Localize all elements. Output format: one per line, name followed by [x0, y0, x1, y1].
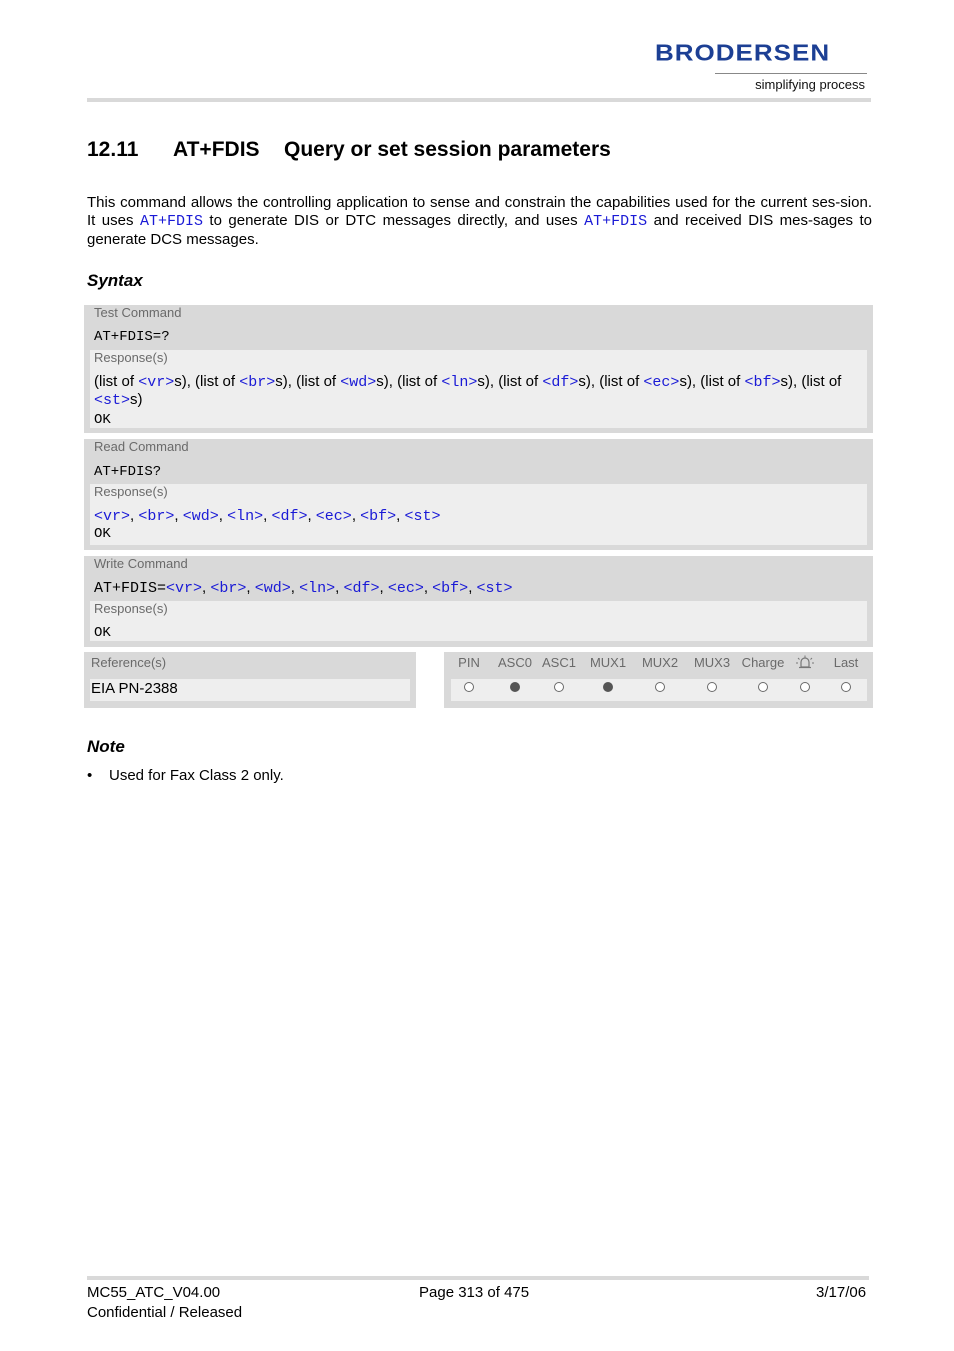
empty-circle-icon [464, 682, 474, 692]
section-number: 12.11 [87, 138, 139, 161]
param-separator: , [290, 579, 300, 596]
read-response-ok: OK [94, 526, 111, 542]
response-text: (list of [296, 373, 341, 390]
param-separator: , [335, 579, 344, 596]
param-link-vr[interactable]: <vr> [138, 374, 175, 391]
test-response-ok: OK [94, 412, 111, 428]
intro-link-fdis[interactable]: AT+FDIS [584, 213, 648, 230]
param-link-br[interactable]: <br> [239, 374, 276, 391]
intro-text: and received DIS mes-sages to generate DCS messages. [87, 212, 873, 248]
flag-header-mux3: MUX3 [693, 655, 731, 670]
flag-header-mux2: MUX2 [641, 655, 679, 670]
reference-value-box [90, 679, 410, 701]
note-heading: Note [87, 737, 125, 756]
reference-value: EIA PN-2388 [91, 680, 178, 697]
response-text: s) [130, 391, 143, 408]
empty-circle-icon [554, 682, 564, 692]
brand-name: BRODERSEN [655, 39, 831, 67]
footer-date: 3/17/06 [816, 1284, 867, 1301]
param-separator: , [202, 579, 211, 596]
response-text: (list of [599, 373, 644, 390]
footer-doc-id: MC55_ATC_V04.00 [87, 1284, 221, 1301]
availability-flags [444, 652, 873, 708]
param-link-bf[interactable]: <bf> [432, 580, 469, 597]
param-link-df[interactable]: <df> [343, 580, 380, 597]
response-text: (list of [498, 373, 543, 390]
bullet: • [87, 767, 93, 784]
footer-status: Confidential / Released [87, 1304, 243, 1321]
syntax-heading: Syntax [87, 271, 143, 290]
response-text: (list of [700, 373, 745, 390]
empty-circle-icon [800, 682, 810, 692]
read-command: AT+FDIS? [94, 464, 162, 480]
param-link-vr[interactable]: <vr> [166, 580, 203, 597]
section-title [87, 138, 611, 162]
param-link-ec[interactable]: <ec> [643, 374, 680, 391]
intro-paragraph [87, 194, 872, 249]
param-separator: , [307, 507, 316, 524]
intro-text: to generate DIS or DTC messages directly, and uses [202, 212, 585, 229]
response-text: (list of [801, 373, 842, 390]
param-link-st[interactable]: <st> [94, 392, 131, 409]
param-separator: , [423, 579, 433, 596]
param-link-ln[interactable]: <ln> [441, 374, 478, 391]
filled-circle-icon [603, 682, 613, 692]
response-text: s), [578, 373, 600, 390]
empty-circle-icon [707, 682, 717, 692]
response-text: s), [679, 373, 701, 390]
response-text: s), [376, 373, 398, 390]
read-command-block [84, 439, 873, 550]
write-command [94, 579, 859, 597]
write-command-prefix: AT+FDIS= [94, 580, 167, 597]
note-list [87, 767, 284, 785]
read-command-label: Read Command [94, 439, 189, 454]
param-link-bf[interactable]: <bf> [744, 374, 781, 391]
param-separator: , [218, 507, 228, 524]
footer-left [87, 1283, 242, 1323]
flag-header-asc1: ASC1 [542, 655, 576, 670]
response-text: s), [174, 373, 196, 390]
note-text: Used for Fax Class 2 only. [109, 767, 284, 784]
response-text: s), [780, 373, 802, 390]
intro-text: This command allows the controlling application to sense and constrain the capabilities used for the current ses-sion. It uses [87, 194, 872, 229]
param-link-br[interactable]: <br> [138, 508, 175, 525]
read-response-label: Response(s) [94, 484, 168, 499]
list-item [87, 767, 284, 785]
flag-header-asc0: ASC0 [498, 655, 532, 670]
write-response-box [90, 601, 867, 641]
brand-tagline: simplifying process [755, 77, 865, 92]
response-text: s), [477, 373, 499, 390]
test-response-box [90, 350, 867, 428]
response-text: (list of [94, 373, 139, 390]
intro-link-fdis[interactable]: AT+FDIS [139, 213, 203, 230]
power-icon [795, 655, 815, 675]
footer-rule [87, 1276, 869, 1280]
param-separator: , [468, 579, 477, 596]
response-text: (list of [195, 373, 240, 390]
param-link-df[interactable]: <df> [542, 374, 579, 391]
logo-divider [715, 73, 867, 74]
header-rule [87, 98, 871, 102]
param-separator: , [130, 507, 139, 524]
param-link-bf[interactable]: <bf> [360, 508, 397, 525]
flag-header-charge: Charge [741, 655, 785, 670]
param-separator: , [174, 507, 183, 524]
param-link-wd[interactable]: <wd> [254, 580, 291, 597]
footer-page: Page 313 of 475 [419, 1284, 530, 1301]
param-link-vr[interactable]: <vr> [94, 508, 131, 525]
test-command-label: Test Command [94, 305, 182, 320]
param-link-ec[interactable]: <ec> [387, 580, 424, 597]
param-link-wd[interactable]: <wd> [182, 508, 219, 525]
test-command-block [84, 305, 873, 433]
param-separator: , [246, 579, 255, 596]
brand-logo [655, 39, 867, 92]
test-command: AT+FDIS=? [94, 329, 170, 345]
param-separator: , [263, 507, 272, 524]
section-command: AT+FDIS [173, 138, 260, 161]
param-separator: , [396, 507, 405, 524]
read-response-box [90, 484, 867, 545]
param-link-wd[interactable]: <wd> [340, 374, 377, 391]
flag-header-last: Last [833, 655, 859, 670]
param-link-st[interactable]: <st> [404, 508, 441, 525]
empty-circle-icon [758, 682, 768, 692]
response-text: s), [275, 373, 297, 390]
flag-header-pin: PIN [458, 655, 480, 670]
reference-block [84, 652, 416, 708]
write-command-label: Write Command [94, 556, 188, 571]
write-command-block [84, 556, 873, 647]
response-text: (list of [397, 373, 442, 390]
filled-circle-icon [510, 682, 520, 692]
param-separator: , [351, 507, 361, 524]
param-link-st[interactable]: <st> [476, 580, 513, 597]
write-response-label: Response(s) [94, 601, 168, 616]
write-response-ok: OK [94, 625, 111, 641]
test-response-text [94, 373, 859, 409]
test-response-label: Response(s) [94, 350, 168, 365]
param-link-ln[interactable]: <ln> [227, 508, 264, 525]
reference-label: Reference(s) [91, 655, 167, 670]
empty-circle-icon [655, 682, 665, 692]
section-heading: Query or set session parameters [284, 138, 611, 161]
param-link-df[interactable]: <df> [271, 508, 308, 525]
empty-circle-icon [841, 682, 851, 692]
param-link-ln[interactable]: <ln> [299, 580, 336, 597]
flag-header-mux1: MUX1 [589, 655, 627, 670]
read-response-text [94, 507, 859, 525]
param-link-br[interactable]: <br> [210, 580, 247, 597]
param-separator: , [379, 579, 388, 596]
param-link-ec[interactable]: <ec> [315, 508, 352, 525]
